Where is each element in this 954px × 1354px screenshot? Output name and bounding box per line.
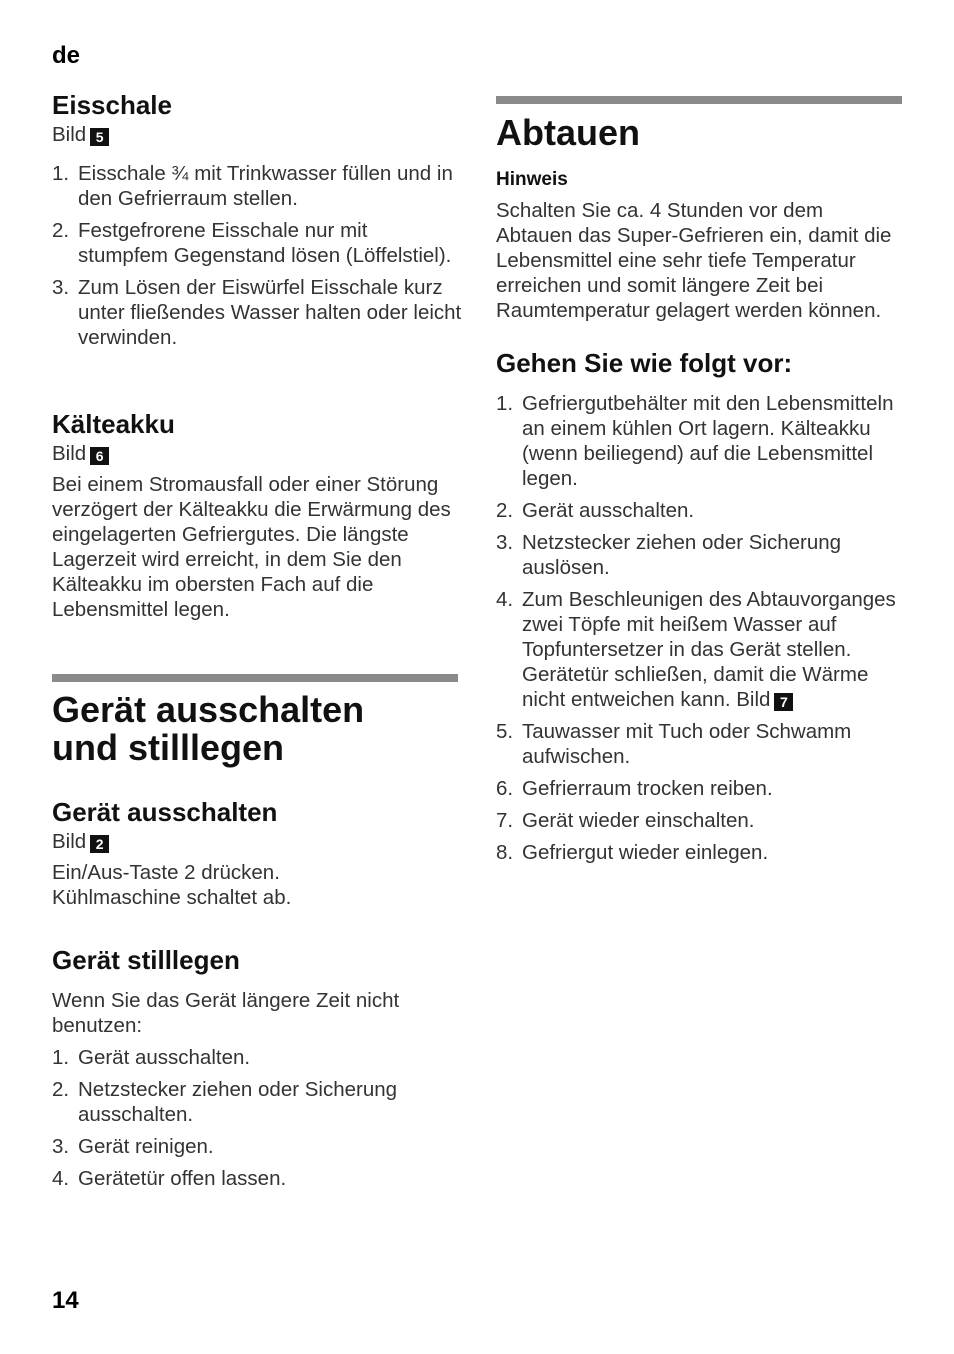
intro-stilllegen: Wenn Sie das Gerät längere Zeit nicht benutzen: bbox=[52, 989, 400, 1037]
figure-label: Bild bbox=[52, 123, 87, 146]
heading-kaelteakku: Kälteakku bbox=[52, 409, 175, 439]
heading-stilllegen: Gerät stilllegen bbox=[52, 945, 240, 975]
heading-vorgehen: Gehen Sie wie folgt vor: bbox=[496, 348, 793, 378]
figure-number-box: 2 bbox=[90, 835, 109, 853]
figure-label: Bild bbox=[52, 442, 87, 465]
heading-abtauen: Abtauen bbox=[496, 112, 640, 153]
list-item: 3. Netzstecker ziehen oder Sicherung auslösen. bbox=[496, 531, 842, 579]
figure-ref bbox=[52, 829, 462, 854]
figure-label: Bild bbox=[52, 830, 87, 853]
list-item: 4. Gerätetür offen lassen. bbox=[52, 1167, 287, 1190]
list-item: 4. Zum Beschleunigen des Abtauvorganges zwei Töpfe mit heißem Wasser auf Topfuntersetzer in das Gerät stellen. Gerätetür schließen, damit die Wärme nicht entweichen kann. Bild 7 bbox=[496, 588, 896, 711]
list-item: 3. Gerät reinigen. bbox=[52, 1135, 214, 1158]
section-kaelteakku bbox=[52, 409, 462, 622]
heading-hinweis: Hinweis bbox=[496, 169, 568, 190]
list-item: 7. Gerät wieder einschalten. bbox=[496, 809, 755, 832]
section-rule bbox=[52, 674, 458, 682]
list-item: 1. Gefriergutbehälter mit den Lebensmitteln an einem kühlen Ort lagern. Kälteakku (wenn beiliegend) auf die Lebensmittel legen. bbox=[496, 392, 894, 490]
list-item: 8. Gefriergut wieder einlegen. bbox=[496, 841, 769, 864]
text-ausschalten-1: Ein/Aus-Taste 2 drücken. bbox=[52, 861, 280, 884]
list-item: 2. Netzstecker ziehen oder Sicherung ausschalten. bbox=[52, 1078, 398, 1126]
list-item: 3. Zum Lösen der Eiswürfel Eisschale kurz unter fließendes Wasser halten oder leicht verwinden. bbox=[52, 276, 462, 349]
section-geraet bbox=[52, 691, 462, 767]
paragraph-hinweis: Schalten Sie ca. 4 Stunden vor dem Abtauen das Super-Gefrieren ein, damit die Lebensmittel eine sehr tiefe Temperatur erreichen und somit längere Zeit bei Raumtemperatur gelagert werden können. bbox=[496, 199, 892, 322]
section-eisschale bbox=[52, 90, 462, 357]
list-item: 2. Festgefrorene Eisschale nur mit stumpfem Gegenstand lösen (Löffelstiel). bbox=[52, 219, 452, 267]
list-item: 2. Gerät ausschalten. bbox=[496, 499, 695, 522]
figure-ref bbox=[52, 122, 462, 147]
list-item: 1. Gerät ausschalten. bbox=[52, 1046, 251, 1069]
section-abtauen bbox=[496, 114, 906, 872]
figure-number-box: 7 bbox=[774, 693, 793, 711]
list-item: 5. Tauwasser mit Tuch oder Schwamm aufwischen. bbox=[496, 720, 852, 768]
figure-number-box: 5 bbox=[90, 128, 109, 146]
steps-eisschale bbox=[52, 161, 462, 350]
section-stilllegen bbox=[52, 945, 462, 1198]
heading-geraet-line2: und stilllegen bbox=[52, 727, 285, 768]
figure-number-box: 6 bbox=[90, 447, 109, 465]
text-ausschalten-2: Kühlmaschine schaltet ab. bbox=[52, 886, 292, 909]
section-rule bbox=[496, 96, 902, 104]
heading-geraet-line1: Gerät ausschalten bbox=[52, 689, 365, 730]
list-item: 1. Eisschale ¾ mit Trinkwasser füllen und in den Gefrierraum stellen. bbox=[52, 162, 453, 210]
steps-stilllegen bbox=[52, 1045, 462, 1191]
figure-ref bbox=[52, 441, 462, 466]
language-code: de bbox=[52, 42, 81, 69]
steps-abtauen bbox=[496, 391, 906, 865]
page-number: 14 bbox=[52, 1287, 79, 1314]
heading-ausschalten: Gerät ausschalten bbox=[52, 797, 278, 827]
heading-eisschale: Eisschale bbox=[52, 90, 172, 120]
paragraph-kaelteakku: Bei einem Stromausfall oder einer Störung verzögert der Kälteakku die Erwärmung des eingelagerten Gefriergutes. Die längste Lagerzeit wird erreicht, in dem Sie den Kälteakku im obersten Fach auf die Lebensmittel legen. bbox=[52, 473, 451, 621]
section-ausschalten bbox=[52, 797, 462, 910]
list-item: 6. Gefrierraum trocken reiben. bbox=[496, 777, 773, 800]
